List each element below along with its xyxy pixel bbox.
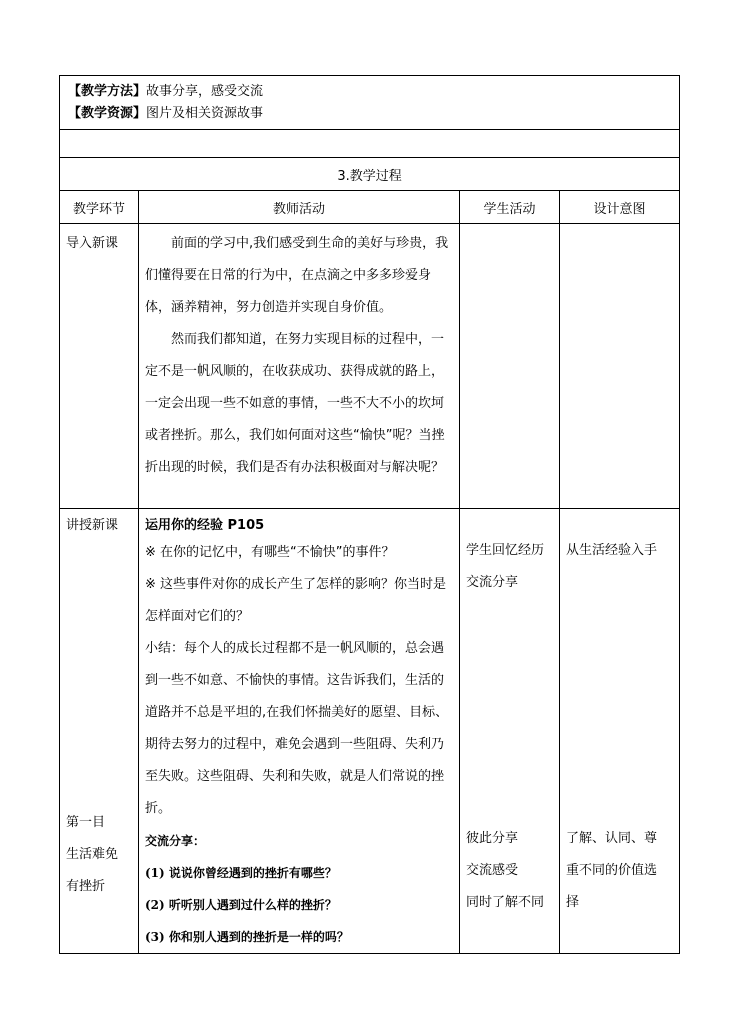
design-intent-2a: 了解、认同、尊 — [566, 831, 658, 846]
header-row — [60, 191, 680, 224]
teach-section-label-2: 生活难免 — [66, 847, 119, 862]
teach-stage — [60, 509, 139, 954]
teaching-method-value: 故事分享，感受交流 — [146, 84, 264, 99]
section-title-row — [60, 158, 680, 191]
header-teacher-activity: 教师活动 — [139, 191, 460, 224]
design-intent-2c: 择 — [566, 895, 580, 910]
header-design-intent: 设计意图 — [560, 191, 680, 224]
share-item-2: (2) 听听别人遇到过什么样的挫折？ — [145, 898, 337, 912]
lesson-plan-table — [59, 75, 680, 954]
meta-row — [60, 76, 680, 130]
student-activity-1a: 学生回忆经历 — [466, 543, 545, 558]
share-item-3: (3) 你和别人遇到的挫折是一样的吗？ — [145, 930, 349, 944]
question-2: ※ 这些事件对你的成长产生了怎样的影响？你当时是怎样面对它们的？ — [145, 577, 447, 624]
share-title: 交流分享： — [145, 834, 206, 848]
intro-stage: 导入新课 — [60, 224, 139, 509]
teach-design-intent — [560, 509, 680, 954]
lesson-plan-document — [59, 75, 679, 954]
empty-row — [60, 130, 680, 158]
summary-text: 小结：每个人的成长过程都不是一帆风顺的，总会遇到一些不如意、不愉快的事情。这告诉我们，生活的道路并不总是平坦的,在我们怀揣美好的愿望、目标、期待去努力的过程中，难免会遇到一些阻碍、失利乃至失败。这些阻碍、失利和失败，就是人们常说的挫折。 — [145, 641, 449, 816]
student-activity-2a: 彼此分享 — [466, 831, 519, 846]
teach-teacher-activity — [139, 509, 460, 954]
teach-stage-title: 讲授新课 — [66, 518, 119, 533]
teach-student-activity — [460, 509, 560, 954]
student-activity-2c: 同时了解不同 — [466, 895, 545, 910]
teaching-resource-line — [68, 103, 673, 125]
section-title: 3.教学过程 — [60, 158, 680, 191]
experience-title: 运用你的经验 P105 — [145, 518, 265, 533]
intro-paragraph-2: 然而我们都知道，在努力实现目标的过程中，一定不是一帆风顺的，在收获成功、获得成就的路上，一定会出现一些不如意的事情，一些不大不小的坎坷或者挫折。那么，我们如何面对这些“愉快”呢？当挫折出现的时候，我们是否有办法积极面对与解决呢？ — [145, 332, 445, 475]
intro-teacher-activity — [139, 224, 460, 509]
header-student-activity: 学生活动 — [460, 191, 560, 224]
design-intent-1: 从生活经验入手 — [566, 543, 658, 558]
header-stage: 教学环节 — [60, 191, 139, 224]
student-activity-1b: 交流分享 — [466, 575, 519, 590]
intro-paragraph-1: 前面的学习中,我们感受到生命的美好与珍贵，我们懂得要在日常的行为中，在点滴之中多多珍爱身体，涵养精神，努力创造并实现自身价值。 — [145, 236, 449, 315]
teaching-resource-value: 图片及相关资源故事 — [146, 106, 264, 121]
design-intent-2b: 重不同的价值选 — [566, 863, 658, 878]
teaching-resource-label: 【教学资源】 — [68, 106, 147, 121]
student-activity-2b: 交流感受 — [466, 863, 519, 878]
question-1: ※ 在你的记忆中，有哪些“不愉快”的事件？ — [145, 545, 395, 560]
teaching-method-label: 【教学方法】 — [68, 84, 147, 99]
teach-section-label-1: 第一目 — [66, 815, 106, 830]
intro-row — [60, 224, 680, 509]
teach-section-label-3: 有挫折 — [66, 879, 106, 894]
share-item-1: (1) 说说你曾经遇到的挫折有哪些？ — [145, 866, 337, 880]
teaching-method-line — [68, 81, 673, 103]
teach-row — [60, 509, 680, 954]
